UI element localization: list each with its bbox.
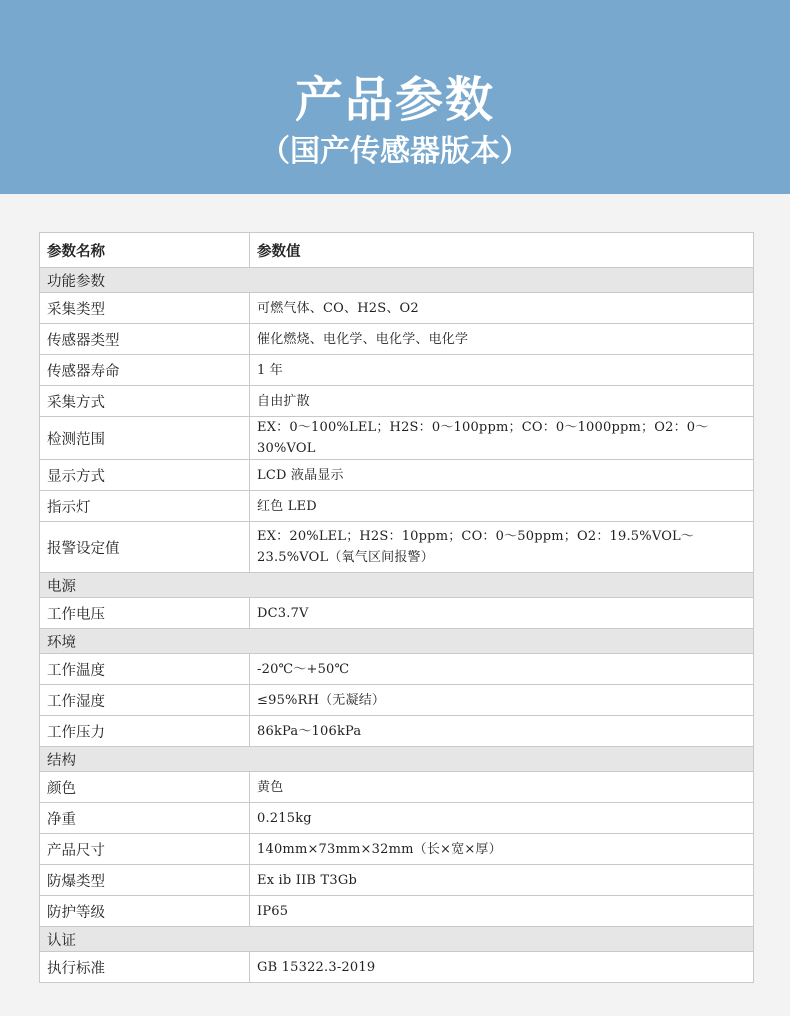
table-row xyxy=(40,293,754,324)
param-value: 可燃气体、CO、H2S、O2 xyxy=(250,293,754,324)
param-value: -20℃～+50℃ xyxy=(250,654,754,685)
spec-table-body xyxy=(40,268,754,983)
section-row xyxy=(40,927,754,952)
param-value: GB 15322.3-2019 xyxy=(250,952,754,983)
param-name: 工作电压 xyxy=(40,598,250,629)
section-filler xyxy=(250,268,754,293)
table-row xyxy=(40,598,754,629)
param-value: IP65 xyxy=(250,896,754,927)
param-name: 传感器类型 xyxy=(40,324,250,355)
param-name: 报警设定值 xyxy=(40,522,250,573)
table-row xyxy=(40,491,754,522)
param-value: 86kPa～106kPa xyxy=(250,716,754,747)
header-banner xyxy=(0,0,790,194)
param-name: 工作压力 xyxy=(40,716,250,747)
param-value: ≤95%RH（无凝结） xyxy=(250,685,754,716)
param-name: 执行标准 xyxy=(40,952,250,983)
param-value: 催化燃烧、电化学、电化学、电化学 xyxy=(250,324,754,355)
table-row xyxy=(40,654,754,685)
spec-table xyxy=(39,232,754,983)
param-value: Ex ib IIB T3Gb xyxy=(250,865,754,896)
param-name: 防护等级 xyxy=(40,896,250,927)
param-name: 净重 xyxy=(40,803,250,834)
param-name: 传感器寿命 xyxy=(40,355,250,386)
page-title: 产品参数 xyxy=(294,72,495,128)
param-name: 检测范围 xyxy=(40,417,250,460)
table-row xyxy=(40,865,754,896)
param-name: 防爆类型 xyxy=(40,865,250,896)
column-header-name: 参数名称 xyxy=(40,233,250,268)
param-name: 工作温度 xyxy=(40,654,250,685)
param-value: 0.215kg xyxy=(250,803,754,834)
table-row xyxy=(40,522,754,573)
table-row xyxy=(40,896,754,927)
table-row xyxy=(40,386,754,417)
section-label: 功能参数 xyxy=(40,268,250,293)
table-row xyxy=(40,952,754,983)
table-row xyxy=(40,324,754,355)
section-filler xyxy=(250,747,754,772)
param-value: 自由扩散 xyxy=(250,386,754,417)
param-value: EX：0～100%LEL；H2S：0～100ppm；CO：0～1000ppm；O2：0～30%VOL xyxy=(250,417,754,460)
section-row xyxy=(40,629,754,654)
section-row xyxy=(40,268,754,293)
table-row xyxy=(40,716,754,747)
param-value: 1 年 xyxy=(250,355,754,386)
param-value: EX：20%LEL；H2S：10ppm；CO：0～50ppm；O2：19.5%VOL～23.5%VOL（氧气区间报警） xyxy=(250,522,754,573)
section-label: 结构 xyxy=(40,747,250,772)
section-label: 电源 xyxy=(40,573,250,598)
section-filler xyxy=(250,927,754,952)
table-row xyxy=(40,460,754,491)
param-value: LCD 液晶显示 xyxy=(250,460,754,491)
param-value: 黄色 xyxy=(250,772,754,803)
param-value: 红色 LED xyxy=(250,491,754,522)
param-name: 采集类型 xyxy=(40,293,250,324)
param-name: 指示灯 xyxy=(40,491,250,522)
section-row xyxy=(40,747,754,772)
param-name: 产品尺寸 xyxy=(40,834,250,865)
column-header-value: 参数值 xyxy=(250,233,754,268)
section-row xyxy=(40,573,754,598)
table-row xyxy=(40,417,754,460)
table-row xyxy=(40,834,754,865)
param-name: 工作湿度 xyxy=(40,685,250,716)
param-name: 显示方式 xyxy=(40,460,250,491)
page-subtitle: （国产传感器版本） xyxy=(260,134,530,169)
param-value: 140mm×73mm×32mm（长×宽×厚） xyxy=(250,834,754,865)
table-row xyxy=(40,803,754,834)
table-row xyxy=(40,355,754,386)
section-label: 认证 xyxy=(40,927,250,952)
table-row xyxy=(40,685,754,716)
param-name: 采集方式 xyxy=(40,386,250,417)
table-row xyxy=(40,772,754,803)
table-header-row xyxy=(40,233,754,268)
param-value: DC3.7V xyxy=(250,598,754,629)
section-filler xyxy=(250,573,754,598)
section-filler xyxy=(250,629,754,654)
param-name: 颜色 xyxy=(40,772,250,803)
section-label: 环境 xyxy=(40,629,250,654)
